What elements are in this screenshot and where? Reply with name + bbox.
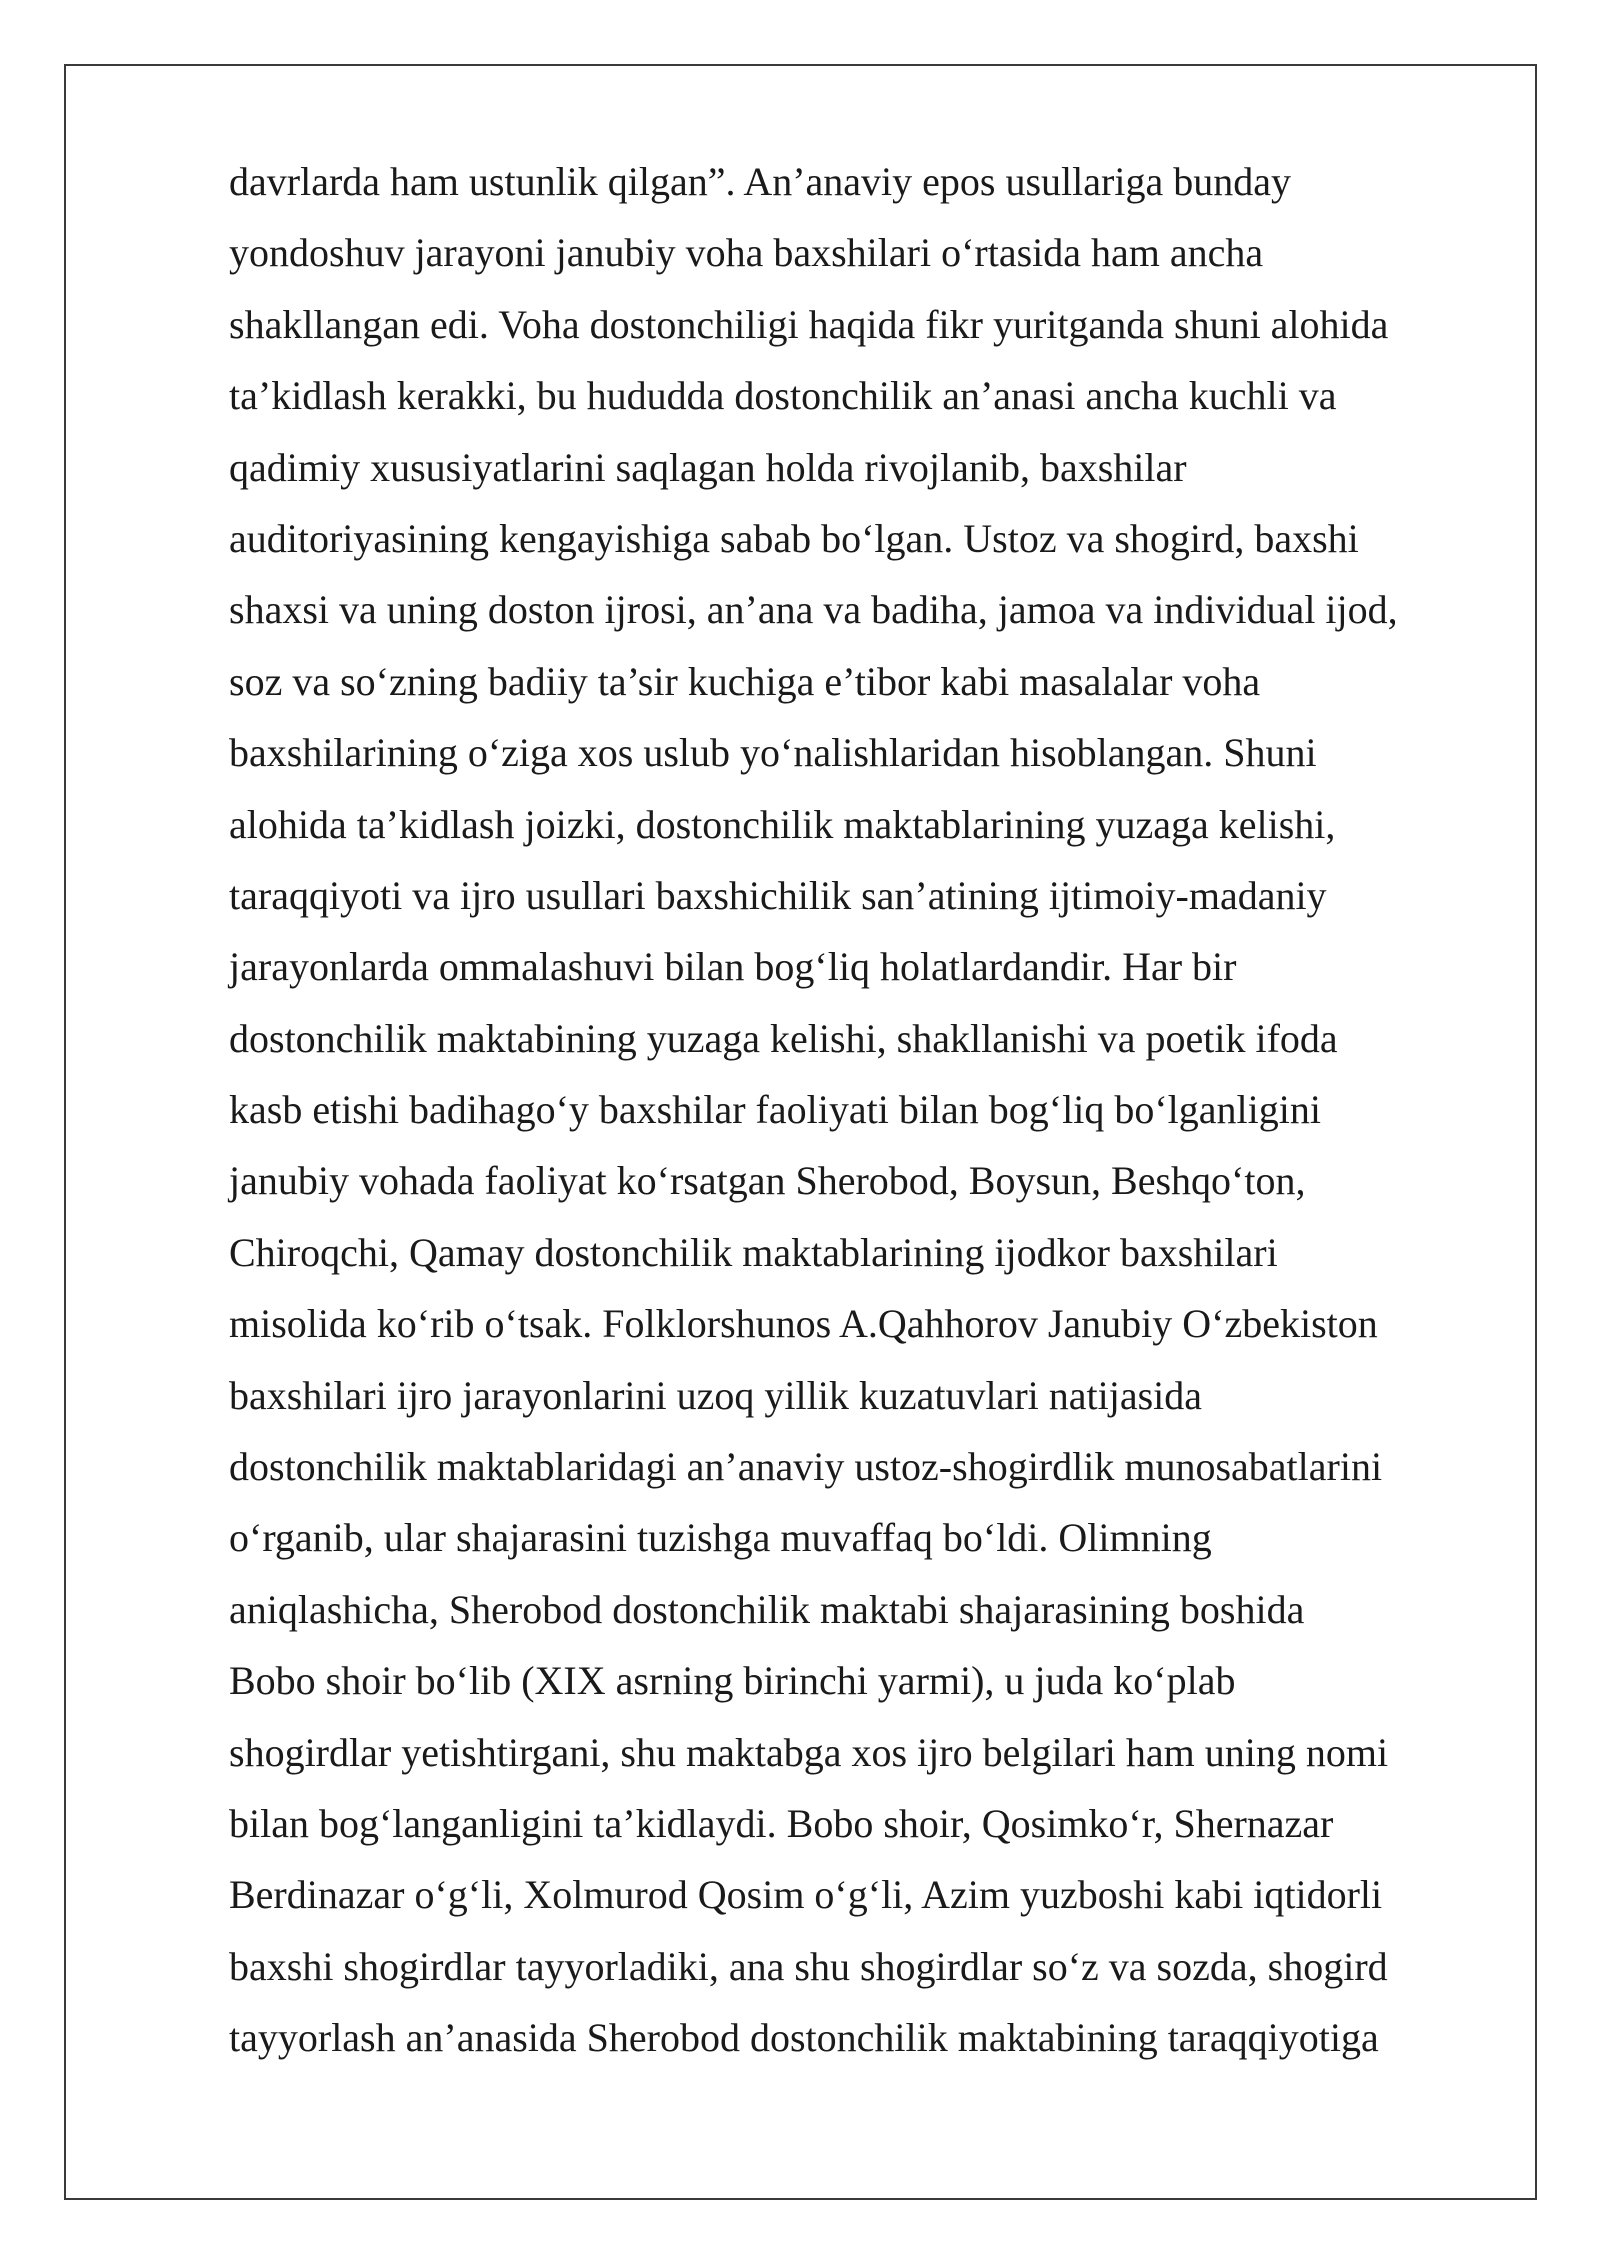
- paragraph-line-18: baxshilari ijro jarayonlarini uzoq yillik kuzatuvlari natijasida: [229, 1372, 1203, 1418]
- paragraph-line-8: soz va soʻzning badiiy ta’sir kuchiga e’tibor kabi masalalar voha: [229, 658, 1261, 704]
- paragraph-line-23: shogirdlar yetishtirgani, shu maktabga xos ijro belgilari ham uning nomi: [229, 1729, 1389, 1775]
- paragraph-line-22: Bobo shoir boʻlib (XIX asrning birinchi yarmi), u juda koʻplab: [229, 1658, 1236, 1704]
- paragraph-line-17: misolida koʻrib oʻtsak. Folklorshunos A.Qahhorov Janubiy Oʻzbekiston: [229, 1301, 1378, 1347]
- paragraph-line-7: shaxsi va uning doston ijrosi, an’ana va badiha, jamoa va individual ijod,: [229, 587, 1398, 633]
- paragraph-line-27: tayyorlash an’anasida Sherobod dostonchilik maktabining taraqqiyotiga: [229, 2015, 1379, 2061]
- paragraph-line-26: baxshi shogirdlar tayyorladiki, ana shu shogirdlar soʻz va sozda, shogird: [229, 1943, 1388, 1989]
- paragraph-line-21: aniqlashicha, Sherobod dostonchilik maktabi shajarasining boshida: [229, 1586, 1305, 1632]
- paragraph-line-11: taraqqiyoti va ijro usullari baxshichilik san’atining ijtimoiy-madaniy: [229, 872, 1327, 918]
- paragraph-line-16: Chiroqchi, Qamay dostonchilik maktablarining ijodkor baxshilari: [229, 1229, 1278, 1275]
- paragraph-line-10: alohida ta’kidlash joizki, dostonchilik maktablarining yuzaga kelishi,: [229, 801, 1336, 847]
- paragraph-line-6: auditoriyasining kengayishiga sabab boʻlgan. Ustoz va shogird, baxshi: [229, 515, 1359, 561]
- paragraph-line-4: ta’kidlash kerakki, bu hududda dostonchilik an’anasi ancha kuchli va: [229, 373, 1337, 419]
- paragraph-line-25: Berdinazar oʻgʻli, Xolmurod Qosim oʻgʻli, Azim yuzboshi kabi iqtidorli: [229, 1872, 1383, 1918]
- paragraph-line-15: janubiy vohada faoliyat koʻrsatgan Sherobod, Boysun, Beshqoʻton,: [229, 1158, 1306, 1204]
- paragraph-line-2: yondoshuv jarayoni janubiy voha baxshilari oʻrtasida ham ancha: [229, 230, 1264, 276]
- paragraph-line-13: dostonchilik maktabining yuzaga kelishi, shakllanishi va poetik ifoda: [229, 1015, 1338, 1061]
- paragraph-line-20: oʻrganib, ular shajarasini tuzishga muvaffaq boʻldi. Olimning: [229, 1515, 1212, 1561]
- paragraph-line-19: dostonchilik maktablaridagi an’anaviy ustoz-shogirdlik munosabatlarini: [229, 1444, 1383, 1490]
- paragraph-line-3: shakllangan edi. Voha dostonchiligi haqida fikr yuritganda shuni alohida: [229, 301, 1389, 347]
- paragraph-line-24: bilan bogʻlanganligini ta’kidlaydi. Bobo shoir, Qosimkoʻr, Shernazar: [229, 1800, 1334, 1846]
- paragraph-line-1: davrlarda ham ustunlik qilgan”. An’anaviy epos usullariga bunday: [229, 159, 1291, 204]
- paragraph-line-14: kasb etishi badihagoʻy baxshilar faoliyati bilan bogʻliq boʻlganligini: [229, 1087, 1321, 1133]
- body-paragraph: [229, 146, 1519, 2074]
- paragraph-line-12: jarayonlarda ommalashuvi bilan bogʻliq holatlardandir. Har bir: [229, 944, 1237, 990]
- paragraph-line-5: qadimiy xususiyatlarini saqlagan holda rivojlanib, baxshilar: [229, 444, 1187, 490]
- paragraph-line-9: baxshilarining oʻziga xos uslub yoʻnalishlaridan hisoblangan. Shuni: [229, 730, 1317, 776]
